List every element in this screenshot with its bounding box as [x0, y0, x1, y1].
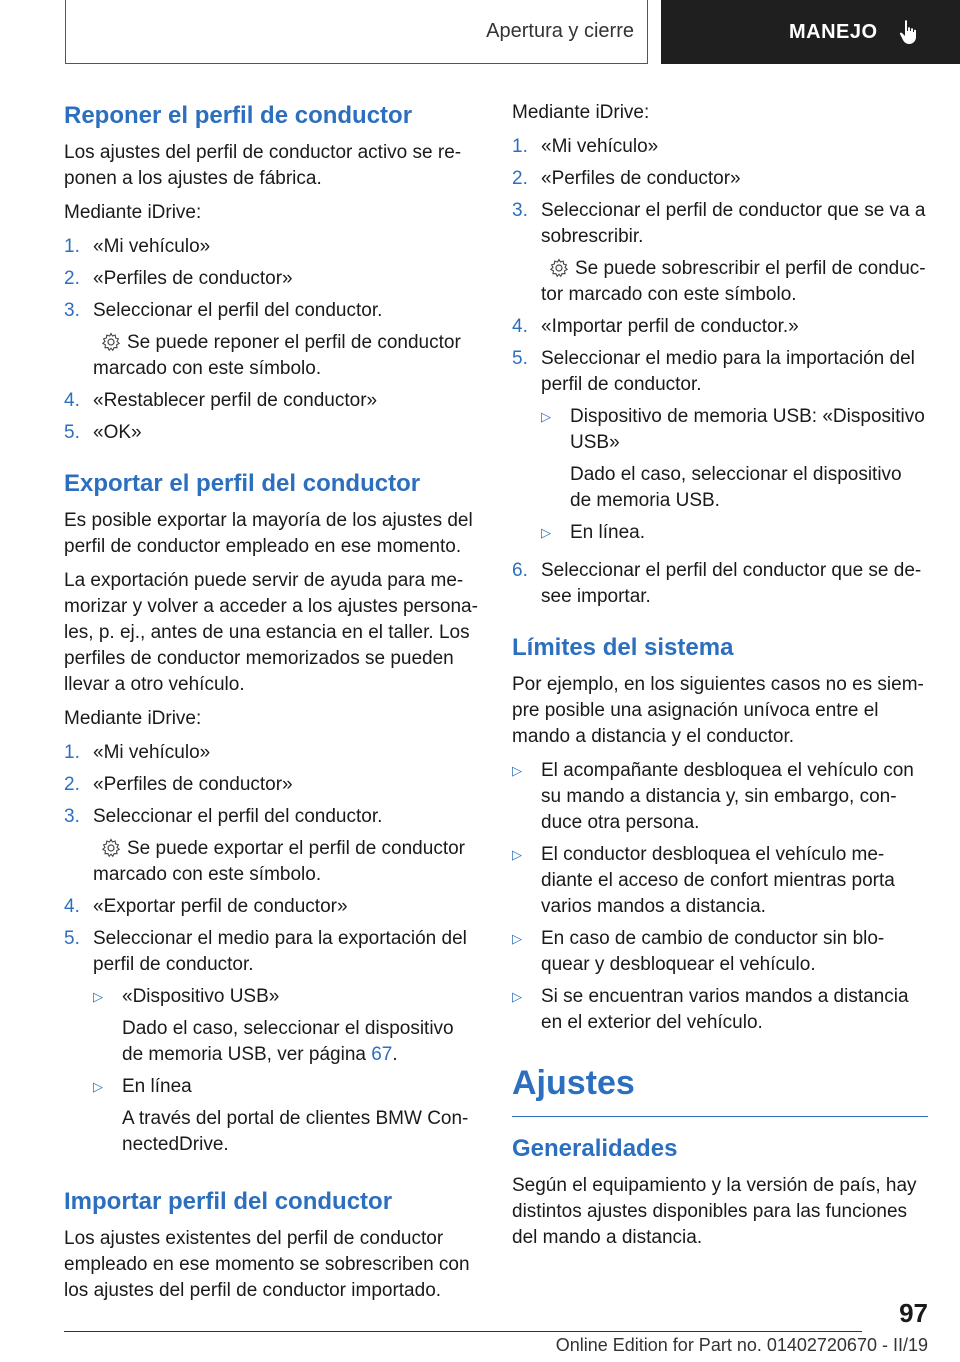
list-item: ▷ El acompañante desbloquea el vehículo con su mando a distancia y, sin embargo, con-duce otra persona.	[512, 758, 928, 836]
left-column	[64, 100, 480, 1312]
heading-system-limits: Límites del sistema	[512, 634, 734, 661]
list-item: 4. «Restablecer perfil de conductor»	[64, 390, 378, 411]
heading-general: Generalidades	[512, 1135, 678, 1162]
list-item: ▷ «Dispositivo USB» Dado el caso, seleccionar el dispositivo de memoria USB, ver página 67.	[93, 984, 480, 1068]
list-item: ▷ Dispositivo de memoria USB: «Dispositivo USB» Dado el caso, seleccionar el dispositivo de memoria USB.	[541, 404, 928, 514]
paragraph: Los ajustes del perfil de conductor activo se re-ponen a los ajustes de fábrica.	[64, 142, 462, 189]
hand-pointer-icon	[898, 19, 922, 45]
list-item: 3. Seleccionar el perfil del conductor. Se puede reponer el perfil de conductor marcado con este símbolo.	[64, 300, 461, 379]
footer-edition: Online Edition for Part no. 01402720670 - II/19	[555, 1335, 928, 1355]
gear-icon	[101, 332, 121, 352]
list-item: 5. «OK»	[64, 422, 142, 443]
paragraph: Por ejemplo, en los siguientes casos no es siem-pre posible una asignación unívoca entre el mando a distancia y el conductor.	[512, 674, 924, 747]
gear-icon	[101, 838, 121, 858]
triangle-bullet-icon: ▷	[512, 931, 522, 946]
list-item: 1. «Mi vehículo»	[64, 742, 211, 763]
list-item: 2. «Perfiles de conductor»	[64, 268, 293, 289]
paragraph: Es posible exportar la mayoría de los ajustes del perfil de conductor empleado en ese momento.	[64, 510, 473, 557]
paragraph: Según el equipamiento y la versión de país, hay distintos ajustes disponibles para las funciones del mando a distancia.	[512, 1175, 917, 1248]
list-item: 2. «Perfiles de conductor»	[512, 168, 741, 189]
triangle-bullet-icon: ▷	[93, 1079, 103, 1094]
step-list	[512, 134, 928, 610]
triangle-bullet-icon: ▷	[512, 847, 522, 862]
chapter-title: MANEJO	[789, 20, 878, 43]
sub-list	[541, 404, 928, 546]
list-item: ▷ En caso de cambio de conductor sin blo-quear y desbloquear el vehículo.	[512, 926, 928, 978]
list-item: 1. «Mi vehículo»	[64, 236, 211, 257]
gear-icon	[549, 258, 569, 278]
list-item: 4. «Importar perfil de conductor.»	[512, 316, 799, 337]
list-item: ▷ El conductor desbloquea el vehículo me-diante el acceso de confort mientras porta varios mandos a distancia.	[512, 842, 928, 920]
heading-reset-profile: Reponer el perfil de conductor	[64, 102, 413, 129]
heading-export-profile: Exportar el perfil del conductor	[64, 470, 421, 497]
heading-settings: Ajustes	[512, 1060, 928, 1117]
list-item: 5. Seleccionar el medio para la importación del perfil de conductor. ▷ Dispositivo de memoria USB: «Dispositivo USB» Dado el caso, seleccionar el dispositivo de memoria USB. ▷ En línea.	[512, 346, 928, 552]
page-link[interactable]: 67	[371, 1044, 393, 1065]
step-list	[64, 234, 480, 446]
running-header-section	[65, 0, 648, 64]
triangle-bullet-icon: ▷	[512, 763, 522, 778]
paragraph: Los ajustes existentes del perfil de conductor empleado en ese momento se sobrescriben con los ajustes del perfil de conductor importado.	[64, 1228, 470, 1301]
list-item: 6. Seleccionar el perfil del conductor que se de-see importar.	[512, 560, 922, 607]
paragraph: Mediante iDrive:	[512, 102, 650, 123]
heading-import-profile: Importar perfil del conductor	[64, 1188, 393, 1215]
list-item: 4. «Exportar perfil de conductor»	[64, 896, 348, 917]
paragraph: Mediante iDrive:	[64, 202, 202, 223]
section-title: Apertura y cierre	[486, 20, 634, 42]
list-item: 2. «Perfiles de conductor»	[64, 774, 293, 795]
step-list	[64, 740, 480, 1164]
list-item: ▷ Si se encuentran varios mandos a distancia en el exterior del vehículo.	[512, 984, 928, 1036]
footer-divider	[64, 1331, 862, 1332]
triangle-bullet-icon: ▷	[512, 989, 522, 1004]
triangle-bullet-icon: ▷	[541, 525, 551, 540]
list-item: 5. Seleccionar el medio para la exportación del perfil de conductor. ▷ «Dispositivo USB» Dado el caso, seleccionar el dispositivo de memoria USB, ver página 67. ▷ En línea A través del portal de clientes BMW Con-nectedDrive.	[64, 926, 480, 1164]
list-item: ▷ En línea A través del portal de clientes BMW Con-nectedDrive.	[93, 1074, 480, 1158]
page-number: 97	[899, 1298, 928, 1328]
triangle-bullet-icon: ▷	[93, 989, 103, 1004]
list-item: 3. Seleccionar el perfil del conductor. Se puede exportar el perfil de conductor marcado con este símbolo.	[64, 806, 465, 885]
bullet-list	[512, 758, 928, 1036]
sub-list	[93, 984, 480, 1158]
list-item: 1. «Mi vehículo»	[512, 136, 659, 157]
paragraph: La exportación puede servir de ayuda para me-morizar y volver a acceder a los ajustes persona-les, p. ej., antes de una estancia en el taller. Los perfiles de conductor memorizados se pueden llevar a otro vehículo.	[64, 570, 478, 695]
right-column	[512, 100, 928, 1259]
running-header-chapter	[661, 0, 960, 64]
list-item: 3. Seleccionar el perfil de conductor que se va a sobrescribir. Se puede sobrescribir el perfil de conduc-tor marcado con este símbolo.	[512, 200, 926, 305]
triangle-bullet-icon: ▷	[541, 409, 551, 424]
list-item: ▷ En línea.	[541, 520, 928, 546]
paragraph: Mediante iDrive:	[64, 708, 202, 729]
